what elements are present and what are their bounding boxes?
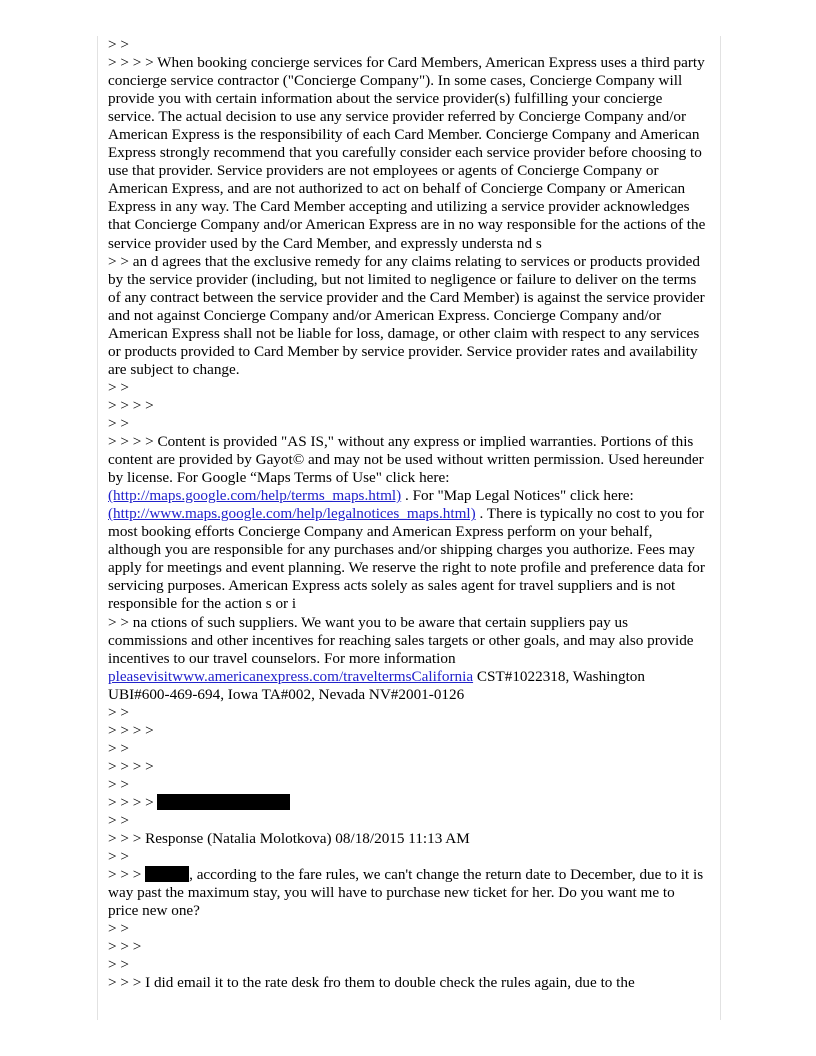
quote-marker: > > > > bbox=[108, 396, 154, 414]
response-paragraph bbox=[108, 866, 708, 920]
quote-marker: > > bbox=[108, 956, 129, 974]
rate-desk-line: > > > I did email it to the rate desk fro them to double check the rules again, due to the bbox=[108, 974, 635, 992]
maps-terms-link[interactable]: (http://maps.google.com/help/terms_maps.html) bbox=[108, 487, 402, 505]
terms-text-a: > > > > Content is provided "AS IS," without any express or implied warranties. Portions of this content are provided by Gayot© and may not be used without written permission. Used hereunder by license. For Google “Maps Terms of Use" click here: bbox=[108, 433, 704, 487]
quote-marker: > > bbox=[108, 848, 129, 866]
quote-marker: > > bbox=[108, 812, 129, 830]
response-text: , according to the fare rules, we can't change the return date to December, due to it is way past the maximum stay, you will have to purchase new ticket for her. Do you want me to price new one? bbox=[108, 866, 704, 920]
redaction-block bbox=[157, 794, 290, 810]
concierge-disclaimer-paragraph: > > > > When booking concierge services for Card Members, American Express uses a third party concierge service contractor ("Concierge Company"). In some cases, Concierge Company will provide you with certain information about the service provider(s) fulfilling your concierge service. The actual decision to use any service provider referred by Concierge Company and/or American Express is the responsibility of each Card Member. Concierge Company and American Express strongly recommend that you carefully consider each service provider before choosing to use that provider. Service providers are not employees or agents of Concierge Company or American Express, and are not authorized to act on behalf of Concierge Company or American Express in any way. The Card Member accepting and utilizing a service provider acknowledges that Concierge Company and/or American Express are in no way responsible for the actions of the service provider used by the Card Member, and expressly understa nd s bbox=[108, 54, 706, 252]
concierge-remedy-paragraph: > > an d agrees that the exclusive remedy for any claims relating to services or products provided by the service provider (including, but not limited to negligence or failure to deliver on the terms of any contract between the service provider and the Card Member) is against the service provider and not against Concierge Company and/or American Express. Concierge Company and/or American Express shall not be liable for loss, damage, or other claim with respect to any services or products provided to Card Member by service provider. Service provider rates and availability are subject to change. bbox=[108, 252, 705, 378]
quote-marker: > > > bbox=[108, 938, 142, 956]
quote-marker: > > bbox=[108, 775, 129, 793]
content-terms-paragraph bbox=[108, 433, 708, 613]
quote-marker: > > bbox=[108, 378, 129, 396]
terms-text-b: . For "Map Legal Notices" click here: bbox=[401, 487, 634, 505]
travel-terms-link[interactable]: pleasevisitwww.americanexpress.com/traveltermsCalifornia bbox=[108, 667, 474, 685]
response-header: > > > Response (Natalia Molotkova) 08/18/2015 11:13 AM bbox=[108, 830, 470, 848]
quote-marker: > > > bbox=[108, 866, 146, 884]
quote-marker: > > bbox=[108, 739, 129, 757]
redacted-signature-line bbox=[108, 794, 708, 812]
quote-marker: > > bbox=[108, 36, 129, 53]
quote-marker: > > bbox=[108, 920, 129, 938]
maps-legal-notices-link[interactable]: (http://www.maps.google.com/help/legalnotices_maps.html) bbox=[108, 505, 476, 523]
quote-marker: > > bbox=[108, 414, 129, 432]
quote-marker: > > > > bbox=[108, 793, 158, 811]
quote-marker: > > > > bbox=[108, 721, 154, 739]
quote-marker: > > > > bbox=[108, 757, 154, 775]
redaction-block bbox=[145, 866, 189, 882]
commissions-text-a: > > na ctions of such suppliers. We want you to be aware that certain suppliers pay us commissions and other incentives for reaching sales targets or other goals, and may also provide incentives to our travel counselors. For more information bbox=[108, 613, 694, 667]
quote-marker: > > bbox=[108, 703, 129, 721]
email-thread-body bbox=[108, 36, 708, 992]
commissions-text-b: CST#1022318, Washington UBI#600-469-694, Iowa TA#002, Nevada NV#2001-0126 bbox=[108, 667, 645, 703]
terms-text-c: . There is typically no cost to you for most booking efforts Concierge Company and American Express perform on your behalf, although you are responsible for any purchases and/or shipping charges you authorize. Fees may apply for meetings and event planning. We reserve the right to note profile and preference data for servicing purposes. American Express acts solely as sales agent for travel suppliers and is not responsible for the action s or i bbox=[108, 505, 705, 613]
supplier-commissions-paragraph bbox=[108, 614, 708, 704]
